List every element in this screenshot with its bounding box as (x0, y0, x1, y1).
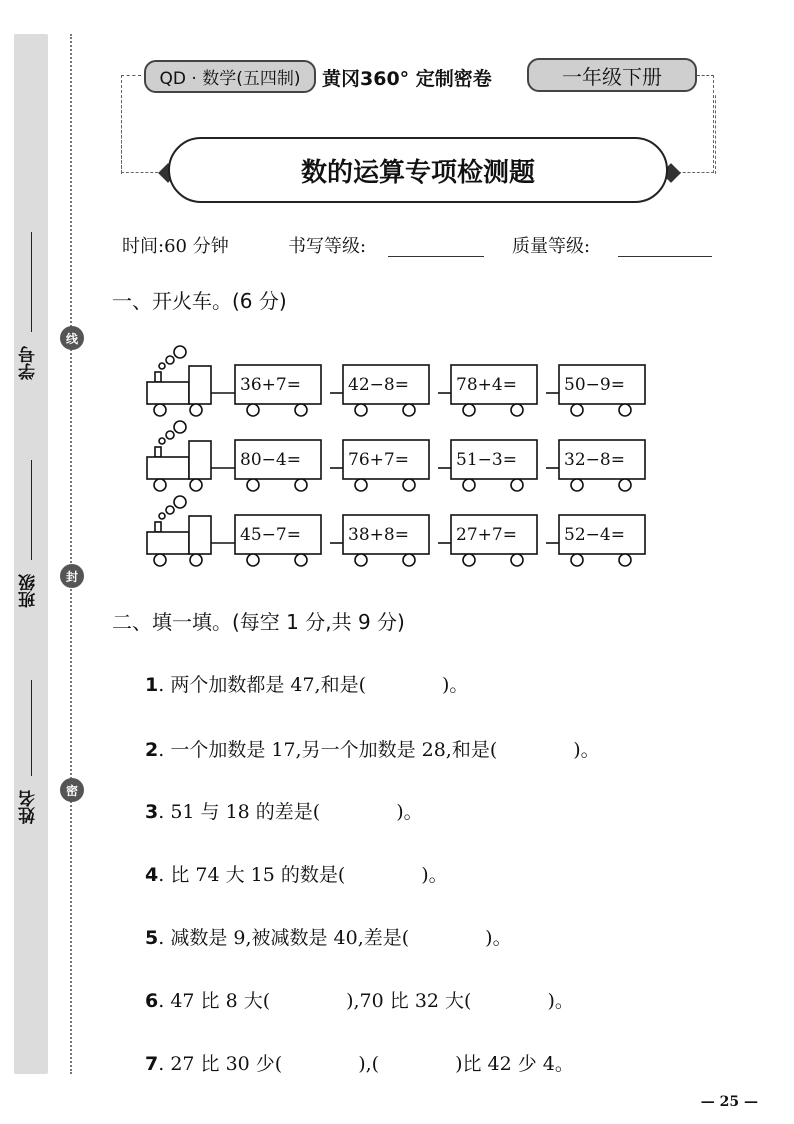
chimney (155, 372, 161, 382)
car-equation: 76+7= (348, 450, 409, 470)
wheel (355, 404, 367, 416)
writing-grade-field[interactable] (388, 256, 484, 257)
wheel (247, 479, 259, 491)
train-figure (140, 340, 650, 570)
wheel (403, 479, 415, 491)
smoke-puff (159, 363, 165, 369)
class-line (31, 460, 32, 560)
wheel (463, 404, 475, 416)
wheel (295, 479, 307, 491)
time-info: 时间:60 分钟 (122, 236, 229, 257)
question-4 (145, 860, 448, 887)
writing-grade-label: 书写等级: (288, 236, 367, 257)
wheel (511, 404, 523, 416)
question-number: 7 (145, 1053, 159, 1075)
class-label: 班级 (19, 574, 39, 608)
chimney (155, 522, 161, 532)
question-number: 3 (145, 801, 159, 823)
engine-body (147, 457, 189, 479)
question-text: . 51 与 18 的差是( )。 (158, 801, 423, 823)
cut-line (70, 34, 72, 1074)
engine-cab (189, 366, 211, 404)
section2-heading: 二、填一填。(每空 1 分,共 9 分) (112, 610, 405, 634)
wheel (355, 554, 367, 566)
wheel (511, 554, 523, 566)
name-label: 姓名 (19, 790, 39, 824)
smoke-puff (159, 438, 165, 444)
car-equation: 27+7= (456, 525, 517, 545)
seal-line: 线 (60, 326, 84, 350)
page-number: — 25 — (700, 1094, 758, 1110)
subject-pill: QD · 数学(五四制) (144, 60, 316, 93)
brand-text: 黄冈360° 定制密卷 (322, 68, 492, 90)
student-id-label: 学号 (19, 346, 39, 380)
smoke-puff (159, 513, 165, 519)
seal-secret: 密 (60, 778, 84, 802)
question-3 (145, 797, 423, 824)
smoke-puff (174, 421, 186, 433)
wheel (619, 554, 631, 566)
question-text: . 减数是 9,被减数是 40,差是( )。 (158, 927, 512, 949)
question-text: . 一个加数是 17,另一个加数是 28,和是( )。 (158, 739, 600, 761)
wheel (154, 479, 166, 491)
question-number: 2 (145, 739, 159, 761)
wheel (619, 404, 631, 416)
section1-heading: 一、开火车。(6 分) (112, 289, 287, 313)
question-2 (145, 735, 600, 762)
wheel (247, 554, 259, 566)
question-number: 4 (145, 864, 159, 886)
wheel (463, 479, 475, 491)
wheel (295, 554, 307, 566)
car-equation: 42−8= (348, 375, 409, 395)
car-equation: 38+8= (348, 525, 409, 545)
engine-body (147, 532, 189, 554)
car-equation: 50−9= (564, 375, 625, 395)
grade-pill: 一年级下册 (527, 58, 697, 92)
question-7 (145, 1049, 574, 1076)
page-title: 数的运算专项检测题 (168, 137, 668, 203)
wheel (403, 554, 415, 566)
question-6 (145, 986, 574, 1013)
wheel (463, 554, 475, 566)
wheel (355, 479, 367, 491)
wheel (190, 479, 202, 491)
wheel (295, 404, 307, 416)
wheel (190, 404, 202, 416)
question-text: . 比 74 大 15 的数是( )。 (158, 864, 448, 886)
smoke-puff (166, 431, 174, 439)
car-equation: 52−4= (564, 525, 625, 545)
question-text: . 27 比 30 少( ),( )比 42 少 4。 (158, 1053, 574, 1075)
car-equation: 51−3= (456, 450, 517, 470)
wheel (619, 479, 631, 491)
smoke-puff (174, 346, 186, 358)
wheel (571, 554, 583, 566)
wheel (247, 404, 259, 416)
question-number: 1 (145, 674, 159, 696)
car-equation: 80−4= (240, 450, 301, 470)
question-1 (145, 670, 468, 697)
car-equation: 78+4= (456, 375, 517, 395)
car-equation: 36+7= (240, 375, 301, 395)
question-number: 6 (145, 990, 159, 1012)
smoke-puff (166, 506, 174, 514)
engine-cab (189, 516, 211, 554)
engine-body (147, 382, 189, 404)
question-text: . 47 比 8 大( ),70 比 32 大( )。 (158, 990, 574, 1012)
wheel (571, 479, 583, 491)
wheel (154, 554, 166, 566)
engine-cab (189, 441, 211, 479)
question-5 (145, 923, 512, 950)
smoke-puff (174, 496, 186, 508)
quality-grade-label: 质量等级: (512, 236, 591, 257)
question-text: . 两个加数都是 47,和是( )。 (158, 674, 469, 696)
question-number: 5 (145, 927, 159, 949)
wheel (403, 404, 415, 416)
wheel (154, 404, 166, 416)
car-equation: 32−8= (564, 450, 625, 470)
chimney (155, 447, 161, 457)
wheel (190, 554, 202, 566)
quality-grade-field[interactable] (618, 256, 712, 257)
seal-seal: 封 (60, 564, 84, 588)
smoke-puff (166, 356, 174, 364)
wheel (571, 404, 583, 416)
student-id-line (31, 232, 32, 332)
name-line (31, 680, 32, 776)
wheel (511, 479, 523, 491)
car-equation: 45−7= (240, 525, 301, 545)
